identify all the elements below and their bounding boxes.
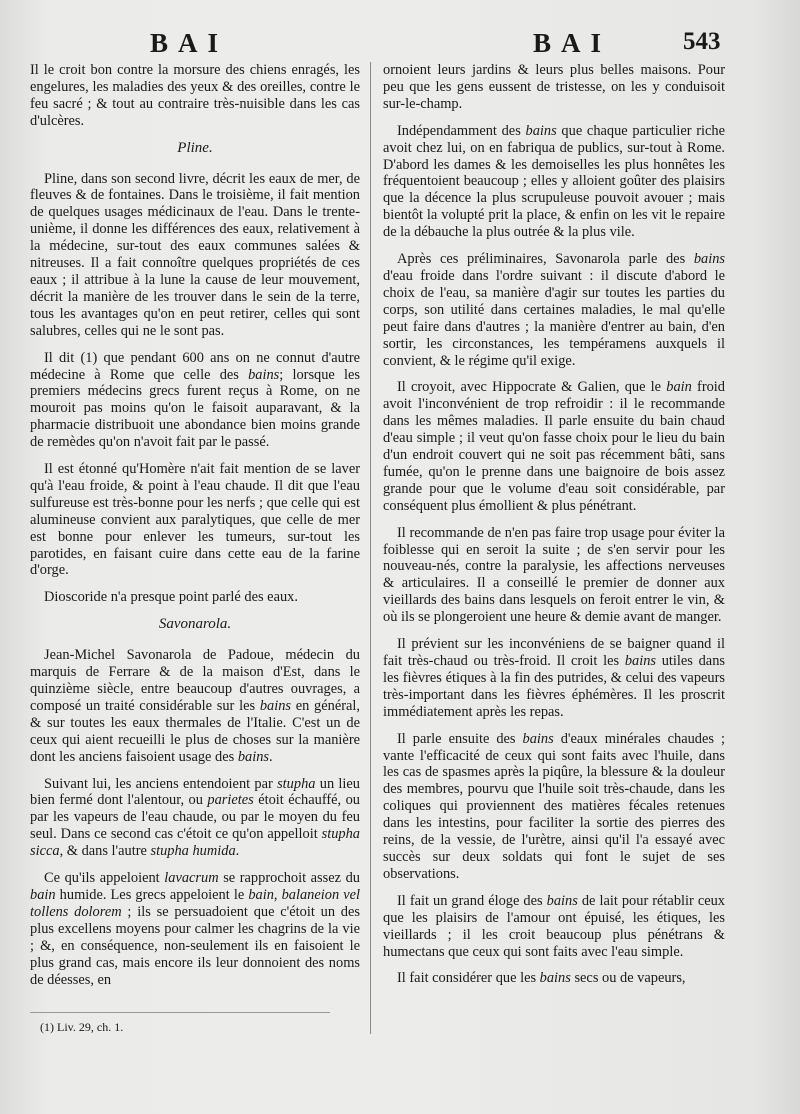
- left-running-title: BAI: [150, 28, 229, 58]
- section-heading-savonarola: Savonarola.: [158, 616, 232, 633]
- paragraph: Dioscoride n'a presque point parlé des eaux.: [44, 589, 298, 606]
- paragraph: Il le croit bon contre la morsure des chiens enragés, les engelures, les maladies des yeux & des oreilles, contre le feu sacré ; & tout au contraire très-nuisible dans les cas d'ulcères.: [30, 62, 360, 129]
- right-column: [383, 62, 725, 997]
- paragraph: Indépendamment des bains que chaque particulier riche avoit chez lui, on en fabriqua de publics, sur-tout à Rome. D'abord les dames & les demoiselles les plus honnêtes les fréquentoient beaucoup ; elles y alloient goûter des plaisirs que la décence la plus scrupuleuse pouvoit avouer ; mais bientôt la volupté prit la place, & enfin on les vit le repaire de la débauche la plus outrée & la plus vile.: [383, 122, 726, 241]
- footnote-rule: [30, 1012, 330, 1013]
- paragraph: Jean-Michel Savonarola de Padoue, médecin du marquis de Ferrare & de la maison d'Est, dans le quinzième siècle, entre beaucoup d'autres ouvrages, a composé un traité considérable sur les bains en général, & sur toutes les eaux thermales de l'Italie. C'est un de ceux qui aient recueilli le plus de choses sur la manière dont les anciens faisoient usage des bains.: [30, 647, 360, 765]
- column-divider: [370, 62, 371, 1034]
- paragraph: Il prévient sur les inconvéniens de se baigner quand il fait très-chaud ou très-froid. Il croit les bains utiles dans les fièvres étiques à la fin des putrides, & celui des vapeurs très-important dans les fièvres éphémères. Il les proscrit immédiatement après les repas.: [383, 636, 725, 720]
- paragraph: Pline, dans son second livre, décrit les eaux de mer, de fleuves & de fontaines. Dans le troisième, il fait mention de quelques usages médicinaux de l'eau. Dans le trente-unième, il donne les différences des eaux, relativement à la médecine, sur-tout des eaux communes salées & nitreuses. Il a fait connoître quelques propriétés de ces eaux ; il attribue à la lune la cause de leur mouvement, décrit la manière de les trouver dans le sein de la terre, tous les avantages qu'on en peut retirer, celles qui sont salubres, celles qui ne le sont pas.: [30, 170, 360, 339]
- right-running-title: BAI: [533, 28, 612, 58]
- paragraph: Il fait un grand éloge des bains de lait pour rétablir ceux que les plaisirs de l'amour ont épuisé, les étiques, les vieillards ; il les croit beaucoup plus pénétrans & humectans que ceux qui sont faits avec l'eau simple.: [383, 892, 725, 960]
- paragraph: Il croyoit, avec Hippocrate & Galien, que le bain froid avoit l'inconvénient de trop refroidir : il le recommande dans les mêmes maladies. Il parle ensuite du bain chaud d'eau simple ; il veut qu'on fasse choix pour le lieu du bain d'un endroit couvert qui ne soit pas récemment bâti, sans fumée, qu'on le prenne dans une baignoire de bois assez grande pour que le volume d'eau soit considérable, par conséquent plus émollient & plus pénétrant.: [383, 379, 726, 514]
- paragraph: Après ces préliminaires, Savonarola parle des bains d'eau froide dans l'ordre suivant : il discute d'abord le choix de l'eau, sa manière d'agir sur toutes les parties du corps, son utilité dans certaines maladies, le mal qu'elle peut faire dans d'autres ; la manière d'entrer au bain, d'en sortir, les circonstances, les tempéramens auxquels il convient, & le régime qu'il exige.: [383, 251, 725, 369]
- paragraph: Il est étonné qu'Homère n'ait fait mention de se laver qu'à l'eau froide, & point à l'eau chaude. Il dit que l'eau sulfureuse est très-bonne pour les nerfs ; que celle qui est alumineuse convient aux paralytiques, que celle de mer est bonne pour enlever les tumeurs, sur-tout les parotides, en faisant cuire dans cette eau de la farine d'orge.: [30, 461, 360, 579]
- paragraph: Il dit (1) que pendant 600 ans on ne connut d'autre médecine à Rome que celle des bains; lorsque les premiers médecins grecs furent reçus à Rome, on ne mouroit pas moins qu'on le faisoit auparavant, & la pharmacie distribuoit une abondance bien moins grande de remèdes qu'on n'avoit fait par le passé.: [30, 349, 360, 451]
- paragraph: Il parle ensuite des bains d'eaux minérales chaudes ; vante l'efficacité de ceux qui sont faits avec l'huile, dans les cas de spasmes après la piqûre, la blessure & la douleur des membres, pourvu que l'huile soit très-chaude, dans les coliques qui proviennent des matières fécales retenues dans les intestins, pour faciliter la sortie des pierres des reins, de la vessie, de l'urètre, ainsi qu'il l'a essayé avec succès sur deux soldats qui font le sujet de ses observations.: [383, 730, 725, 882]
- paragraph: Suivant lui, les anciens entendoient par stupha un lieu bien fermé dont l'alentour, ou parietes étoit échauffé, ou par les vapeurs de l'eau chaude, ou par le moyen du feu seul. Dans ce second cas c'étoit ce qu'on appelloit stupha sicca, & dans l'autre stupha humida.: [30, 775, 360, 860]
- section-heading-pline: Pline.: [177, 139, 213, 156]
- paragraph: Il fait considérer que les bains secs ou de vapeurs,: [397, 970, 686, 987]
- footnote: (1) Liv. 29, ch. 1.: [40, 1020, 124, 1034]
- page-number: 543: [683, 28, 721, 55]
- paragraph: Ce qu'ils appeloient lavacrum se rapprochoit assez du bain humide. Les grecs appeloient le bain, balaneion vel tollens dolorem ; ils se persuadoient que c'étoit un des plus excellens moyens pour calmer les chagrins de la vie ; &, en conséquence, non-seulement ils en faisoient le plus grand cas, mais encore ils leur donnoient des noms de déesses, en: [30, 870, 361, 988]
- running-header: [0, 28, 800, 64]
- left-column: [30, 62, 360, 998]
- paragraph: ornoient leurs jardins & leurs plus belles maisons. Pour peu que les gens eussent de tristesse, on les y conduisoit sur-le-champ.: [383, 62, 725, 112]
- paragraph: Il recommande de n'en pas faire trop usage pour éviter la foiblesse qui en seroit la suite ; de s'en servir pour les nouveau-nés, contre la paralysie, les affections nerveuses & articulaires. Il a conseillé le premier de donner aux vieillards des bains dans lesquels on feroit entrer le vin, & où ils se plongeroient une heure & demie avant de manger.: [383, 524, 725, 626]
